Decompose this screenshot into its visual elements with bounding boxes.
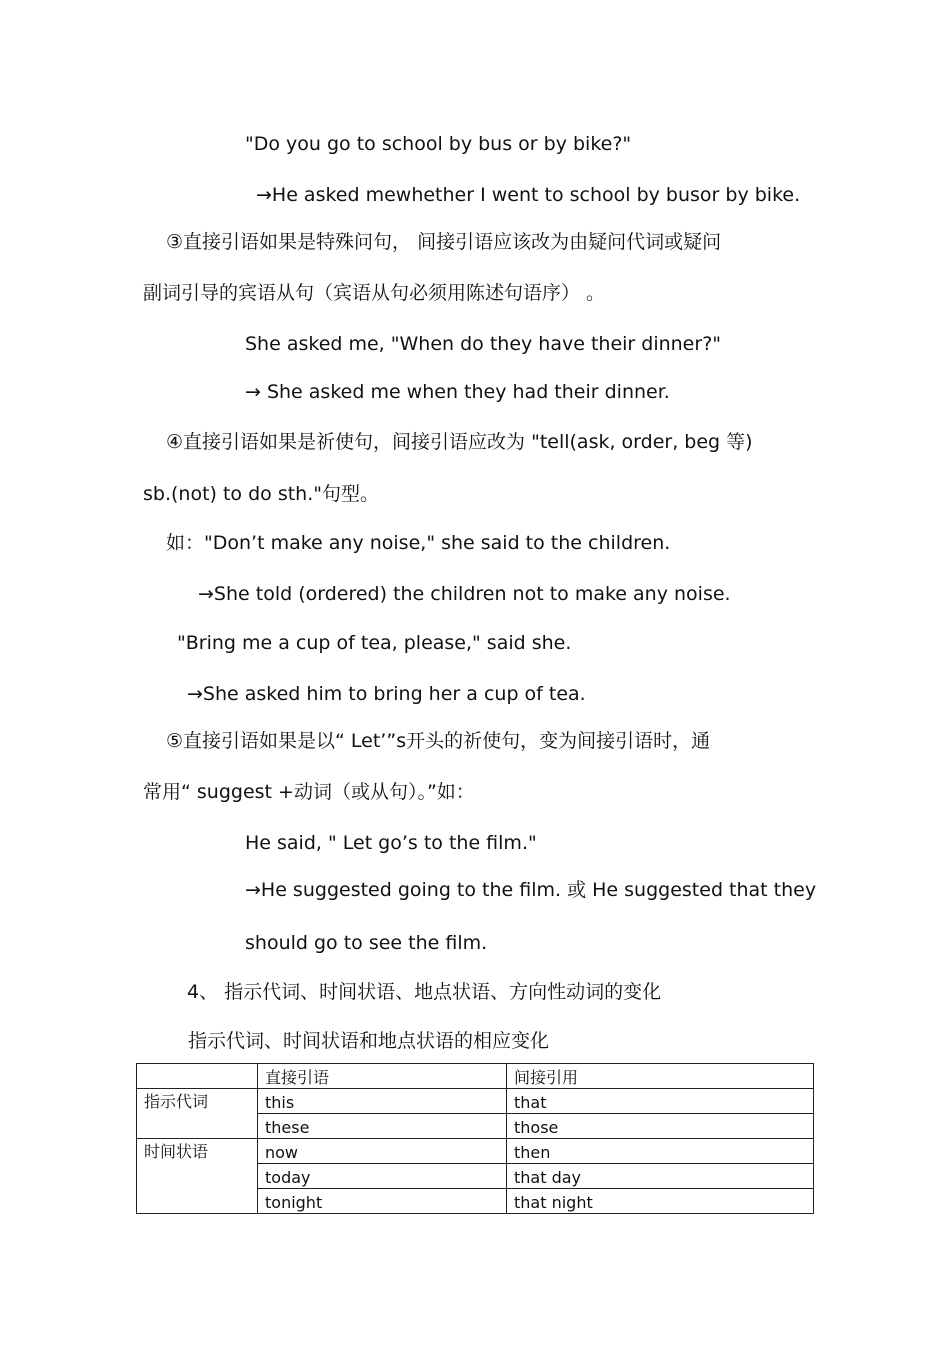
table-row xyxy=(137,1089,814,1114)
category-cell: 时间状语 xyxy=(137,1139,258,1214)
table-row xyxy=(137,1139,814,1164)
indirect-cell: that xyxy=(507,1089,814,1114)
example-suggest-line-1: →He suggested going to the film. 或 He suggested that they xyxy=(245,879,817,901)
example-question: "Do you go to school by bus or by bike?" xyxy=(245,133,632,155)
rule-5-line-2: 常用“ suggest +动词（或从句）。”如： xyxy=(143,781,475,803)
example-direct-speech: She asked me, "When do they have their dinner?" xyxy=(245,333,722,355)
example-indirect-speech: → She asked me when they had their dinner. xyxy=(245,381,670,403)
example-request: "Bring me a cup of tea, please," said she. xyxy=(177,632,572,654)
table-header-cell: 间接引用 xyxy=(507,1064,814,1089)
example-lets: He said, " Let go’s to the film." xyxy=(245,832,537,854)
direct-cell: now xyxy=(258,1139,507,1164)
table-header-row xyxy=(137,1064,814,1089)
table-caption: 指示代词、时间状语和地点状语的相应变化 xyxy=(188,1030,550,1052)
rule-3-line-2: 副词引导的宾语从句（宾语从句必须用陈述句语序） 。 xyxy=(143,282,606,304)
direct-cell: today xyxy=(258,1164,507,1189)
indirect-cell: then xyxy=(507,1139,814,1164)
direct-cell: tonight xyxy=(258,1189,507,1214)
indirect-cell: those xyxy=(507,1114,814,1139)
section-4-heading: 4、 指示代词、时间状语、地点状语、方向性动词的变化 xyxy=(187,981,662,1003)
indirect-cell: that night xyxy=(507,1189,814,1214)
table-header-cell xyxy=(137,1064,258,1089)
direct-cell: this xyxy=(258,1089,507,1114)
example-answer: →He asked mewhether I went to school by busor by bike. xyxy=(256,184,801,206)
example-suggest-line-2: should go to see the film. xyxy=(245,932,488,954)
example-imperative-indirect: →She told (ordered) the children not to make any noise. xyxy=(198,583,731,605)
example-imperative: 如："Don’t make any noise," she said to the children. xyxy=(166,532,671,554)
table-header-cell: 直接引语 xyxy=(258,1064,507,1089)
indirect-cell: that day xyxy=(507,1164,814,1189)
direct-cell: these xyxy=(258,1114,507,1139)
example-request-indirect: →She asked him to bring her a cup of tea. xyxy=(187,683,586,705)
category-cell: 指示代词 xyxy=(137,1089,258,1139)
conversion-table xyxy=(136,1063,814,1214)
rule-3-line-1: ③直接引语如果是特殊问句， 间接引语应该改为由疑问代词或疑问 xyxy=(166,231,722,253)
rule-4-line-1: ④直接引语如果是祈使句，间接引语应改为 "tell(ask, order, beg 等) xyxy=(166,431,753,453)
rule-5-line-1: ⑤直接引语如果是以“ Let’”s开头的祈使句，变为间接引语时，通 xyxy=(166,730,711,752)
rule-4-line-2: sb.(not) to do sth."句型。 xyxy=(143,483,379,505)
